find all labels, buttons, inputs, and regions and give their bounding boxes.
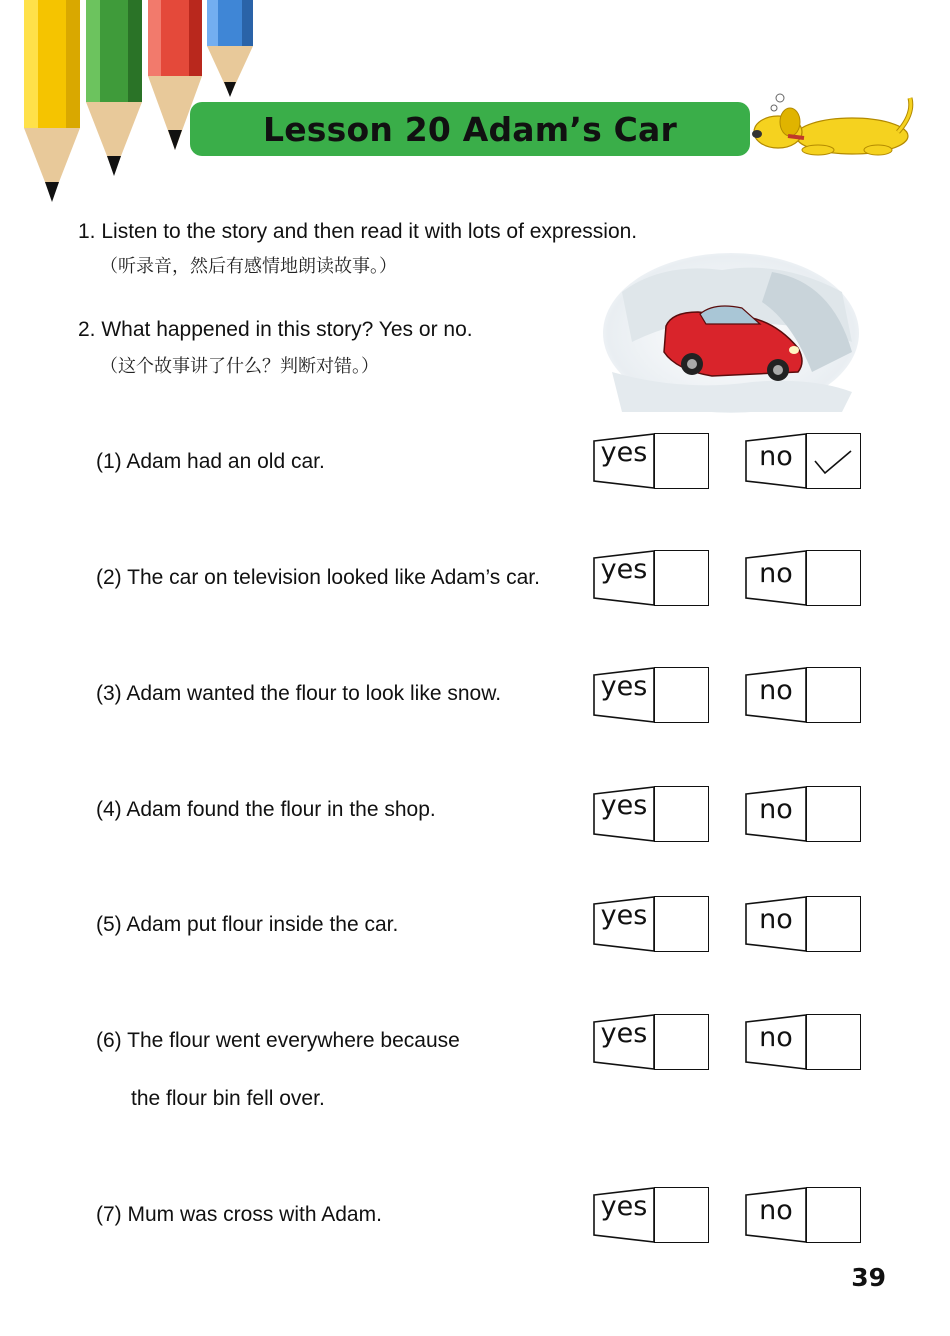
- yes-label: yes: [600, 1191, 648, 1222]
- no-checkbox-4[interactable]: [806, 786, 861, 842]
- no-option-7[interactable]: [745, 1187, 861, 1243]
- yes-checkbox-6[interactable]: [654, 1014, 709, 1070]
- question-7: (7) Mum was cross with Adam.: [96, 1203, 382, 1226]
- no-option-4[interactable]: [745, 786, 861, 842]
- no-checkbox-3[interactable]: [806, 667, 861, 723]
- yes-label: yes: [600, 1018, 648, 1049]
- question-4: (4) Adam found the flour in the shop.: [96, 798, 436, 821]
- no-label: no: [759, 1022, 793, 1053]
- no-checkbox-6[interactable]: [806, 1014, 861, 1070]
- yes-option-2[interactable]: [593, 550, 709, 606]
- yes-checkbox-2[interactable]: [654, 550, 709, 606]
- no-option-1[interactable]: [745, 433, 861, 489]
- lesson-title: Lesson 20 Adam’s Car: [262, 109, 677, 149]
- no-label: no: [759, 1195, 793, 1226]
- yes-checkbox-1[interactable]: [654, 433, 709, 489]
- lesson-banner: [190, 102, 750, 156]
- instruction-1-chinese: （听录音，然后有感情地朗读故事。）: [100, 256, 397, 277]
- yes-label: yes: [600, 554, 648, 585]
- no-label: no: [759, 794, 793, 825]
- no-checkbox-5[interactable]: [806, 896, 861, 952]
- instruction-2-chinese: （这个故事讲了什么？判断对错。）: [100, 356, 379, 377]
- no-label: no: [759, 558, 793, 589]
- checkmark-icon: [811, 445, 855, 479]
- yes-checkbox-3[interactable]: [654, 667, 709, 723]
- yes-label: yes: [600, 790, 648, 821]
- question-6: (6) The flour went everywhere because: [96, 1029, 460, 1052]
- yes-checkbox-5[interactable]: [654, 896, 709, 952]
- yes-option-4[interactable]: [593, 786, 709, 842]
- no-label: no: [759, 441, 793, 472]
- sleeping-dog-icon: [748, 92, 920, 158]
- no-label: no: [759, 904, 793, 935]
- no-option-6[interactable]: [745, 1014, 861, 1070]
- yes-option-6[interactable]: [593, 1014, 709, 1070]
- yes-checkbox-7[interactable]: [654, 1187, 709, 1243]
- page-number: 39: [851, 1263, 886, 1292]
- yes-option-3[interactable]: [593, 667, 709, 723]
- yes-option-7[interactable]: [593, 1187, 709, 1243]
- no-checkbox-2[interactable]: [806, 550, 861, 606]
- question-5: (5) Adam put flour inside the car.: [96, 913, 399, 936]
- no-checkbox-7[interactable]: [806, 1187, 861, 1243]
- yes-label: yes: [600, 900, 648, 931]
- yes-label: yes: [600, 671, 648, 702]
- yes-option-5[interactable]: [593, 896, 709, 952]
- question-2: (2) The car on television looked like Adam’s car.: [96, 566, 540, 589]
- instruction-2: 2. What happened in this story? Yes or no.: [78, 318, 473, 341]
- red-car-in-snow-image: [602, 252, 860, 414]
- question-1: (1) Adam had an old car.: [96, 450, 325, 473]
- green-pencil-icon: [86, 0, 142, 176]
- no-option-3[interactable]: [745, 667, 861, 723]
- blue-pencil-icon: [207, 0, 253, 97]
- no-label: no: [759, 675, 793, 706]
- yes-option-1[interactable]: [593, 433, 709, 489]
- yes-checkbox-4[interactable]: [654, 786, 709, 842]
- yellow-pencil-icon: [24, 0, 80, 202]
- instruction-1: 1. Listen to the story and then read it with lots of expression.: [78, 220, 638, 243]
- yes-label: yes: [600, 437, 648, 468]
- no-option-2[interactable]: [745, 550, 861, 606]
- question-6-continuation: the flour bin fell over.: [131, 1087, 325, 1110]
- question-3: (3) Adam wanted the flour to look like snow.: [96, 682, 502, 705]
- no-option-5[interactable]: [745, 896, 861, 952]
